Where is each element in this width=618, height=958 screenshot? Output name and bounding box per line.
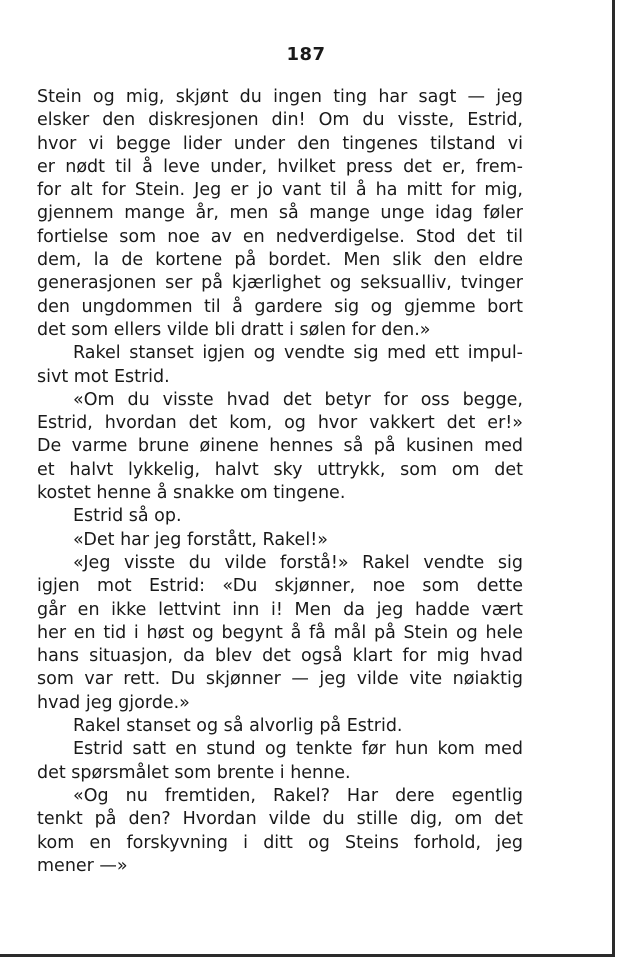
- text-line: «Om du visste hvad det betyr for oss begge,: [73, 389, 523, 410]
- text-line: Rakel stanset igjen og vendte sig med ett impul-: [73, 343, 523, 364]
- text-line: for alt for Stein. Jeg er jo vant til å ha mitt for mig,: [37, 180, 523, 201]
- text-line: gjennem mange år, men så mange unge idag føler: [37, 203, 523, 224]
- text-line: et halvt lykkelig, halvt sky uttrykk, som om det: [37, 459, 523, 480]
- text-line: Rakel stanset og så alvorlig på Estrid.: [73, 716, 403, 737]
- text-line: her en tid i høst og begynt å få mål på Stein og hele: [37, 622, 523, 643]
- text-line: kom en forskyvning i ditt og Steins forhold, jeg: [37, 832, 523, 853]
- text-line: De varme brune øinene hennes så på kusinen med: [37, 436, 523, 457]
- body-text: [37, 86, 523, 878]
- text-line: kostet henne å snakke om tingene.: [37, 483, 346, 504]
- text-line: generasjonen ser på kjærlighet og seksualliv, tvinger: [37, 273, 523, 294]
- text-line: Estrid satt en stund og tenkte før hun kom med: [73, 739, 523, 760]
- text-line: hans situasjon, da blev det også klart for mig hvad: [37, 646, 523, 667]
- text-line: sivt mot Estrid.: [37, 366, 170, 387]
- text-line: den ungdommen til å gardere sig og gjemme bort: [37, 296, 523, 317]
- text-line: hvor vi begge lider under den tingenes tilstand vi: [37, 133, 523, 154]
- text-line: hvad jeg gjorde.»: [37, 692, 190, 713]
- text-line: går en ikke lettvint inn i! Men da jeg hadde vært: [37, 599, 523, 620]
- text-line: dem, la de kortene på bordet. Men slik den eldre: [37, 250, 523, 271]
- text-line: er nødt til å leve under, hvilket press det er, frem-: [37, 156, 523, 177]
- text-line: «Jeg visste du vilde forstå!» Rakel vendte sig: [73, 552, 523, 573]
- text-line: Stein og mig, skjønt du ingen ting har sagt — jeg: [37, 87, 523, 107]
- text-line: mener —»: [37, 855, 128, 876]
- text-line: Estrid så op.: [73, 506, 182, 527]
- text-line: fortielse som noe av en nedverdigelse. Stod det til: [37, 226, 523, 247]
- page-number: 187: [286, 44, 326, 65]
- text-line: tenkt på den? Hvordan vilde du stille dig, om det: [37, 809, 523, 830]
- text-line: det som ellers vilde bli dratt i sølen for den.»: [37, 319, 431, 340]
- text-line: elsker den diskresjonen din! Om du visste, Estrid,: [37, 110, 523, 131]
- text-line: Estrid, hvordan det kom, og hvor vakkert det er!»: [37, 413, 523, 434]
- text-line: som var rett. Du skjønner — jeg vilde vite nøiaktig: [37, 669, 523, 690]
- text-line: «Og nu fremtiden, Rakel? Har dere egentlig: [73, 785, 523, 806]
- text-line: «Det har jeg forstått, Rakel!»: [73, 529, 328, 550]
- text-line: det spørsmålet som brente i henne.: [37, 762, 351, 783]
- text-line: igjen mot Estrid: «Du skjønner, noe som dette: [37, 576, 523, 597]
